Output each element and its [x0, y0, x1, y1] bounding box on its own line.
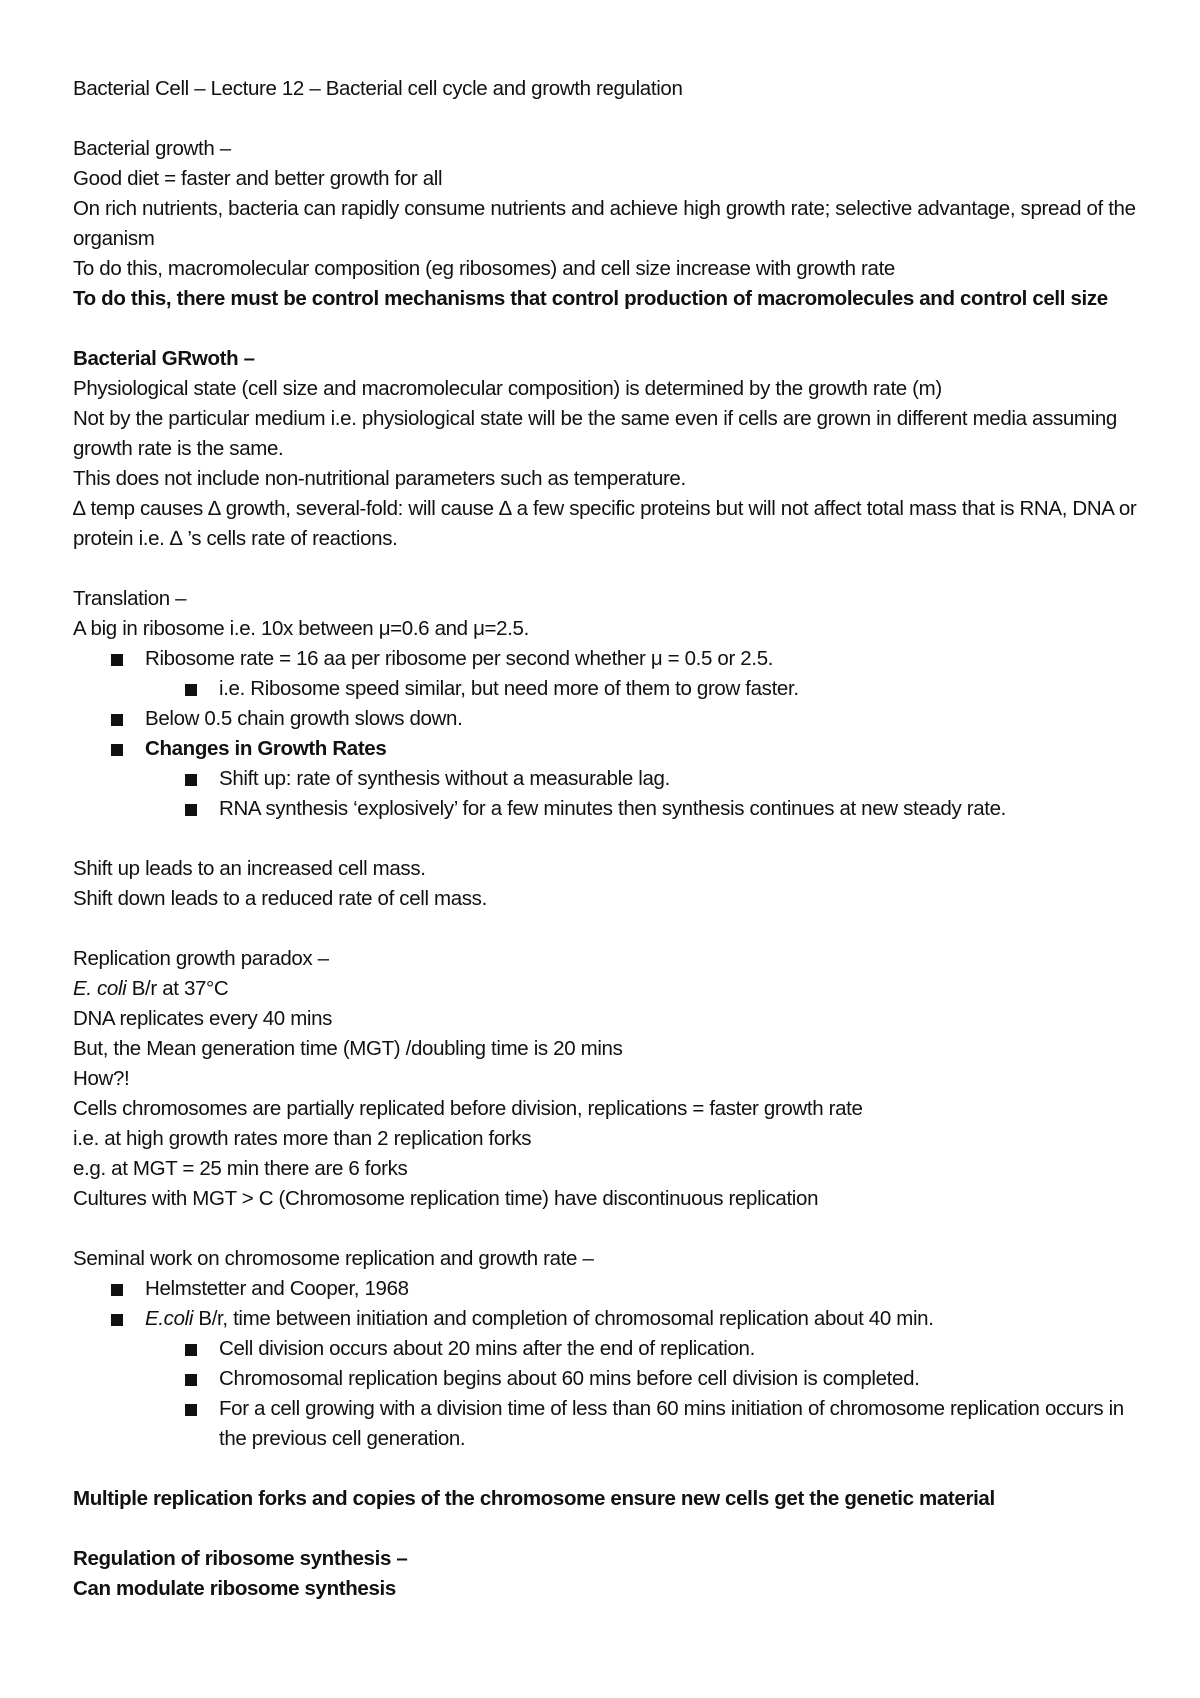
square-bullet-icon	[185, 1344, 197, 1356]
square-bullet-icon	[185, 774, 197, 786]
paragraph-line: E. coli B/r at 37°C	[73, 977, 229, 1000]
bullet-item: E.coli B/r, time between initiation and completion of chromosomal replication about 40 min.	[73, 1304, 1143, 1334]
section-heading-ribosome-regulation: Regulation of ribosome synthesis –	[73, 1547, 408, 1570]
paragraph-line: Cultures with MGT > C (Chromosome replication time) have discontinuous replication	[73, 1187, 819, 1210]
bullet-item: Below 0.5 chain growth slows down.	[73, 704, 1143, 734]
paragraph-line: DNA replicates every 40 mins	[73, 1007, 333, 1030]
sub-bullet-item: Chromosomal replication begins about 60 mins before cell division is completed.	[73, 1364, 1143, 1394]
square-bullet-icon	[185, 1374, 197, 1386]
paragraph-line: Cells chromosomes are partially replicated before division, replications = faster growth rate	[73, 1097, 863, 1120]
sub-bullet-item: For a cell growing with a division time of less than 60 mins initiation of chromosome replication occurs in the previous cell generation.	[73, 1394, 1143, 1454]
square-bullet-icon	[111, 654, 123, 666]
square-bullet-icon	[185, 804, 197, 816]
square-bullet-icon	[111, 744, 123, 756]
section-heading-bacterial-growth: Bacterial growth –	[73, 137, 231, 160]
paragraph-line: Good diet = faster and better growth for all	[73, 167, 443, 190]
document-page	[73, 74, 1143, 1604]
square-bullet-icon	[111, 1284, 123, 1296]
paragraph-line: Shift up leads to an increased cell mass.	[73, 857, 426, 880]
species-name: E.coli	[145, 1307, 194, 1330]
paragraph-line: How?!	[73, 1067, 130, 1090]
paragraph-line: i.e. at high growth rates more than 2 replication forks	[73, 1127, 532, 1150]
paragraph-line: To do this, macromolecular composition (eg ribosomes) and cell size increase with growth rate	[73, 257, 895, 280]
paragraph-line: A big in ribosome i.e. 10x between μ=0.6 and μ=2.5.	[73, 617, 529, 640]
square-bullet-icon	[111, 1314, 123, 1326]
paragraph-line: ∆ temp causes ∆ growth, several-fold: will cause ∆ a few specific proteins but will not affect total mass that is RNA, DNA or protein i.e. ∆ ’s cells rate of reactions.	[73, 497, 1137, 550]
document-title: Bacterial Cell – Lecture 12 – Bacterial cell cycle and growth regulation	[73, 77, 683, 100]
paragraph-line: This does not include non-nutritional parameters such as temperature.	[73, 467, 686, 490]
section-heading-bacterial-growth-2: Bacterial GRwoth –	[73, 347, 255, 370]
paragraph-line: Shift down leads to a reduced rate of cell mass.	[73, 887, 487, 910]
bullet-item: Ribosome rate = 16 aa per ribosome per second whether μ = 0.5 or 2.5.	[73, 644, 1143, 674]
paragraph-line: On rich nutrients, bacteria can rapidly consume nutrients and achieve high growth rate; selective advantage, spread of the organism	[73, 197, 1136, 250]
section-heading-seminal-work: Seminal work on chromosome replication and growth rate –	[73, 1247, 594, 1270]
paragraph-line: Not by the particular medium i.e. physiological state will be the same even if cells are grown in different media assuming growth rate is the same.	[73, 407, 1117, 460]
paragraph-line: Physiological state (cell size and macromolecular composition) is determined by the growth rate (m)	[73, 377, 942, 400]
paragraph-line: But, the Mean generation time (MGT) /doubling time is 20 mins	[73, 1037, 623, 1060]
paragraph-line-bold: Can modulate ribosome synthesis	[73, 1577, 396, 1600]
section-heading-replication-paradox: Replication growth paradox –	[73, 947, 329, 970]
bullet-item: Helmstetter and Cooper, 1968	[73, 1274, 1143, 1304]
square-bullet-icon	[111, 714, 123, 726]
sub-bullet-item: i.e. Ribosome speed similar, but need more of them to grow faster.	[73, 674, 1143, 704]
sub-bullet-item: Cell division occurs about 20 mins after the end of replication.	[73, 1334, 1143, 1364]
paragraph-line-bold: To do this, there must be control mechanisms that control production of macromolecules and control cell size	[73, 287, 1108, 310]
sub-bullet-item: Shift up: rate of synthesis without a measurable lag.	[73, 764, 1143, 794]
square-bullet-icon	[185, 1404, 197, 1416]
bullet-item-bold: Changes in Growth Rates	[73, 734, 1143, 764]
species-name: E. coli	[73, 977, 127, 1000]
square-bullet-icon	[185, 684, 197, 696]
paragraph-line-bold: Multiple replication forks and copies of the chromosome ensure new cells get the genetic material	[73, 1487, 995, 1510]
paragraph-line: e.g. at MGT = 25 min there are 6 forks	[73, 1157, 408, 1180]
section-heading-translation: Translation –	[73, 587, 187, 610]
sub-bullet-item: RNA synthesis ‘explosively’ for a few minutes then synthesis continues at new steady rate.	[73, 794, 1143, 824]
